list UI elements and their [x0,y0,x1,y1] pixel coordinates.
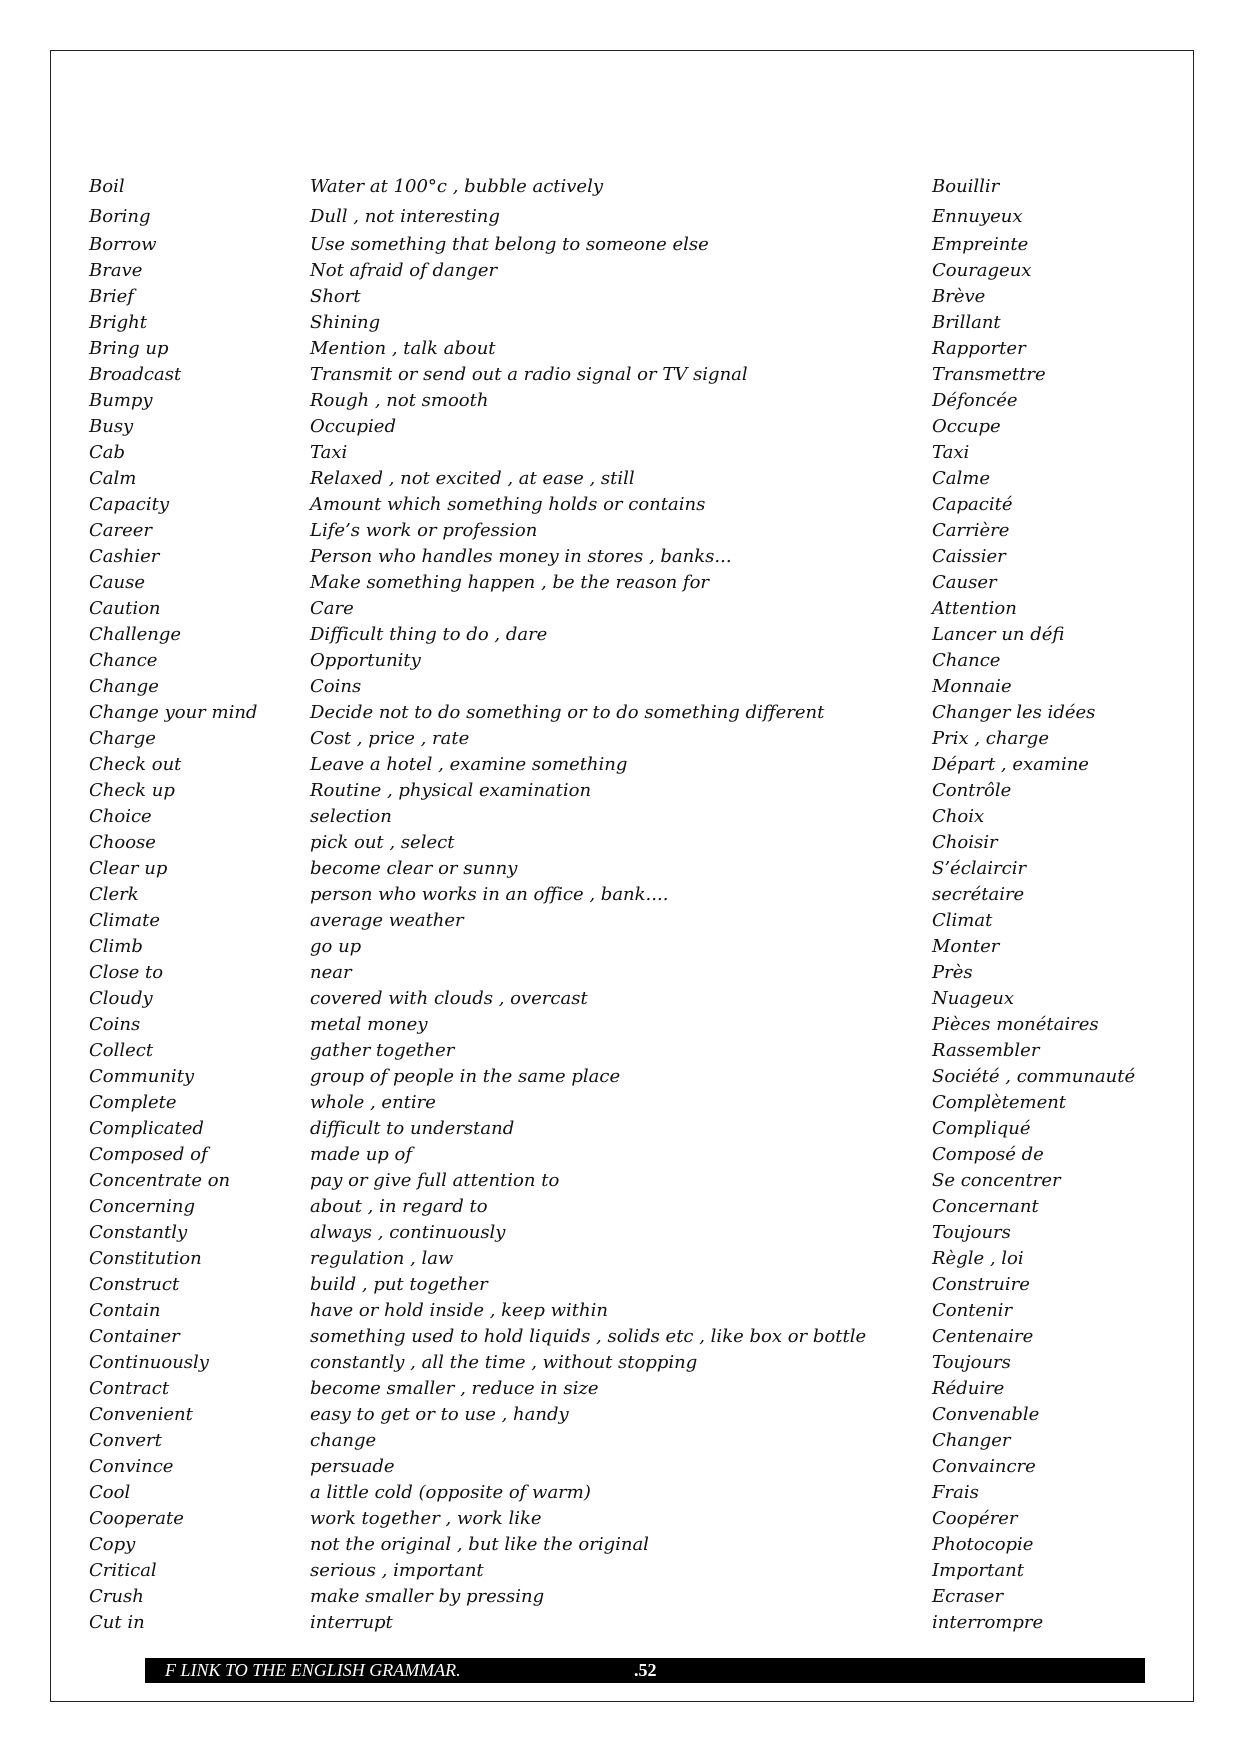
vocab-definition: easy to get or to use , handy [310,1404,569,1425]
vocab-word: Cashier [89,546,160,567]
vocab-row [89,1194,1149,1220]
vocab-row [89,674,1149,700]
vocab-french: Toujours [932,1352,1011,1373]
vocab-word: Climb [89,936,143,957]
vocab-word: Collect [89,1040,154,1061]
vocab-definition: go up [310,936,362,957]
vocab-definition: Not afraid of danger [310,260,498,281]
vocab-french: Empreinte [932,234,1029,255]
vocab-definition: person who works in an office , bank.... [310,884,669,905]
vocab-word: Change [89,676,159,697]
vocab-french: Changer les idées [932,702,1096,723]
vocab-word: Concerning [89,1196,196,1217]
vocab-definition: change [310,1430,377,1451]
vocab-french: Important [932,1560,1024,1581]
vocab-word: Constitution [89,1248,202,1269]
vocab-definition: something used to hold liquids , solids etc , like box or bottle [310,1326,867,1347]
vocab-row [89,596,1149,622]
vocab-definition: whole , entire [310,1092,436,1113]
vocab-french: Près [932,962,973,983]
vocab-french: Réduire [932,1378,1005,1399]
vocab-french: Compliqué [932,1118,1031,1139]
vocab-french: Bouillir [932,176,1000,197]
vocab-definition: Mention , talk about [310,338,496,359]
vocab-word: Convince [89,1456,174,1477]
vocab-french: Causer [932,572,997,593]
vocab-row [89,830,1149,856]
vocab-definition: Amount which something holds or contains [310,494,706,515]
vocab-row [89,518,1149,544]
vocab-row [89,648,1149,674]
vocab-french: Défoncée [932,390,1018,411]
vocab-definition: Taxi [310,442,348,463]
vocab-word: Change your mind [89,702,258,723]
vocab-french: Carrière [932,520,1010,541]
vocab-row [89,1428,1149,1454]
vocab-french: Choix [932,806,985,827]
vocab-french: Convenable [932,1404,1040,1425]
vocab-word: Constantly [89,1222,188,1243]
vocab-word: Brief [89,286,134,307]
vocab-definition: metal money [310,1014,428,1035]
vocab-definition: about , in regard to [310,1196,488,1217]
vocab-word: Busy [89,416,134,437]
vocab-definition: work together , work like [310,1508,542,1529]
vocab-row [89,1038,1149,1064]
vocab-word: Complicated [89,1118,204,1139]
vocab-definition: group of people in the same place [310,1066,621,1087]
vocab-row [89,1454,1149,1480]
vocab-row [89,414,1149,440]
vocab-word: Construct [89,1274,180,1295]
vocab-definition: Difficult thing to do , dare [310,624,548,645]
vocab-row [89,388,1149,414]
vocab-french: interrompre [932,1612,1044,1633]
vocab-definition: average weather [310,910,464,931]
vocabulary-table-body [89,172,1149,1636]
vocab-definition: difficult to understand [310,1118,515,1139]
vocab-row [89,1402,1149,1428]
vocab-row [89,778,1149,804]
vocab-word: Climate [89,910,160,931]
vocab-french: Transmettre [932,364,1046,385]
vocab-word: Challenge [89,624,182,645]
vocab-definition: selection [310,806,392,827]
vocab-french: Chance [932,650,1001,671]
vocab-row [89,232,1149,258]
vocab-row [89,310,1149,336]
vocab-word: Clear up [89,858,168,879]
vocab-french: Courageux [932,260,1032,281]
vocab-row [89,336,1149,362]
vocab-french: Construire [932,1274,1030,1295]
vocab-definition: Make something happen , be the reason for [310,572,710,593]
vocab-row [89,284,1149,310]
vocab-french: Contenir [932,1300,1013,1321]
vocab-french: Occupe [932,416,1001,437]
vocab-french: Société , communauté [932,1066,1136,1087]
vocab-word: Convenient [89,1404,193,1425]
vocab-row [89,1064,1149,1090]
vocab-definition: near [310,962,352,983]
vocab-row [89,1116,1149,1142]
vocab-definition: make smaller by pressing [310,1586,545,1607]
vocab-french: Photocopie [932,1534,1034,1555]
vocab-row [89,440,1149,466]
vocab-french: Prix , charge [932,728,1049,749]
vocab-word: Crush [89,1586,144,1607]
vocab-word: Boring [89,206,151,227]
vocab-french: Calme [932,468,990,489]
vocab-word: Container [89,1326,180,1347]
vocab-definition: serious , important [310,1560,484,1581]
vocab-row [89,1012,1149,1038]
vocab-word: Choice [89,806,152,827]
vocab-french: Ecraser [932,1586,1004,1607]
vocab-row [89,960,1149,986]
vocab-definition: interrupt [310,1612,393,1633]
vocab-row [89,908,1149,934]
vocab-row [89,700,1149,726]
vocab-french: Caissier [932,546,1006,567]
vocab-row [89,726,1149,752]
vocab-french: Rapporter [932,338,1026,359]
vocab-word: Calm [89,468,137,489]
vocab-definition: Care [310,598,354,619]
vocab-word: Concentrate on [89,1170,231,1191]
vocab-definition: a little cold (opposite of warm) [310,1482,591,1503]
vocab-word: Capacity [89,494,169,515]
vocab-row [89,202,1149,232]
vocab-row [89,1272,1149,1298]
vocab-french: Contrôle [932,780,1012,801]
vocab-word: Broadcast [89,364,182,385]
vocab-row [89,1506,1149,1532]
vocab-french: Toujours [932,1222,1011,1243]
vocab-definition: have or hold inside , keep within [310,1300,608,1321]
vocab-french: Attention [932,598,1017,619]
vocab-definition: constantly , all the time , without stopping [310,1352,698,1373]
vocab-word: Cooperate [89,1508,184,1529]
vocab-word: Bright [89,312,147,333]
vocab-french: Brève [932,286,986,307]
vocab-french: Départ , examine [932,754,1089,775]
vocab-french: Monter [932,936,1000,957]
footer-title: F LINK TO THE ENGLISH GRAMMAR. [165,1660,461,1680]
vocab-word: Cab [89,442,126,463]
vocab-row [89,986,1149,1012]
vocab-definition: gather together [310,1040,455,1061]
vocab-definition: Decide not to do something or to do something different [310,702,825,723]
vocab-word: Cause [89,572,145,593]
vocab-word: Cool [89,1482,131,1503]
vocab-word: Continuously [89,1352,209,1373]
vocab-definition: Coins [310,676,362,697]
vocabulary-table [89,172,1149,1636]
vocab-row [89,1584,1149,1610]
vocab-french: Frais [932,1482,979,1503]
vocab-word: Contain [89,1300,161,1321]
vocab-row [89,1480,1149,1506]
vocab-definition: Relaxed , not excited , at ease , still [310,468,635,489]
vocab-definition: pick out , select [310,832,455,853]
vocab-french: S’éclaircir [932,858,1027,879]
vocab-word: Close to [89,962,164,983]
vocab-row [89,570,1149,596]
vocab-french: Brillant [932,312,1001,333]
vocab-row [89,1324,1149,1350]
vocab-definition: Shining [310,312,381,333]
vocab-definition: Short [310,286,361,307]
vocab-word: Cut in [89,1612,145,1633]
vocab-french: Nuageux [932,988,1014,1009]
vocab-word: Brave [89,260,143,281]
vocab-row [89,1090,1149,1116]
vocab-word: Copy [89,1534,136,1555]
vocab-row [89,362,1149,388]
vocab-french: Choisir [932,832,998,853]
vocab-row [89,1246,1149,1272]
vocab-definition: become smaller , reduce in size [310,1378,599,1399]
vocab-french: Rassembler [932,1040,1040,1061]
vocab-french: Concernant [932,1196,1039,1217]
vocab-french: Complètement [932,1092,1067,1113]
vocab-row [89,1532,1149,1558]
vocab-row [89,492,1149,518]
vocab-french: Centenaire [932,1326,1034,1347]
vocab-definition: Dull , not interesting [310,206,500,227]
vocab-definition: Person who handles money in stores , banks... [310,546,732,567]
vocab-definition: regulation , law [310,1248,454,1269]
vocab-definition: persuade [310,1456,395,1477]
vocab-french: Changer [932,1430,1011,1451]
vocab-french: Pièces monétaires [932,1014,1099,1035]
vocab-word: Composed of [89,1144,208,1165]
vocab-french: Règle , loi [932,1248,1024,1269]
vocab-row [89,1220,1149,1246]
vocab-french: Se concentrer [932,1170,1061,1191]
vocab-definition: covered with clouds , overcast [310,988,588,1009]
vocab-row [89,1168,1149,1194]
vocab-word: Choose [89,832,156,853]
vocab-french: Ennuyeux [932,206,1023,227]
vocab-word: Contract [89,1378,170,1399]
vocab-french: Monnaie [932,676,1012,697]
vocab-definition: Rough , not smooth [310,390,489,411]
vocab-word: Career [89,520,153,541]
vocab-word: Cloudy [89,988,153,1009]
vocab-word: Bumpy [89,390,153,411]
vocab-row [89,466,1149,492]
vocab-definition: build , put together [310,1274,488,1295]
vocab-row [89,544,1149,570]
vocab-french: Capacité [932,494,1013,515]
vocab-word: Check out [89,754,182,775]
vocab-row [89,856,1149,882]
vocab-definition: Use something that belong to someone else [310,234,709,255]
vocab-definition: become clear or sunny [310,858,518,879]
vocab-word: Bring up [89,338,169,359]
vocab-french: Coopérer [932,1508,1018,1529]
vocab-definition: Cost , price , rate [310,728,470,749]
footer-bar [145,1658,1145,1683]
vocab-definition: Opportunity [310,650,421,671]
vocab-word: Critical [89,1560,157,1581]
vocab-definition: Occupied [310,416,396,437]
vocab-word: Community [89,1066,195,1087]
vocab-row [89,258,1149,284]
page-number: .52 [634,1660,657,1680]
vocab-row [89,622,1149,648]
vocab-row [89,1558,1149,1584]
vocab-definition: always , continuously [310,1222,506,1243]
vocab-row [89,1376,1149,1402]
vocab-row [89,1298,1149,1324]
vocab-definition: pay or give full attention to [310,1170,560,1191]
vocab-definition: Life’s work or profession [310,520,538,541]
vocab-row [89,172,1149,202]
vocab-word: Clerk [89,884,139,905]
vocab-row [89,752,1149,778]
vocab-word: Check up [89,780,175,801]
vocab-french: Composé de [932,1144,1044,1165]
vocab-definition: made up of [310,1144,413,1165]
vocab-french: Convaincre [932,1456,1036,1477]
vocab-word: Chance [89,650,158,671]
vocab-definition: Leave a hotel , examine something [310,754,628,775]
vocab-word: Caution [89,598,161,619]
vocab-definition: Routine , physical examination [310,780,592,801]
vocab-french: Taxi [932,442,970,463]
vocab-word: Complete [89,1092,177,1113]
vocab-row [89,934,1149,960]
vocab-row [89,1610,1149,1636]
vocab-french: Lancer un défi [932,624,1065,645]
vocab-word: Coins [89,1014,141,1035]
vocab-word: Charge [89,728,156,749]
vocab-french: secrétaire [932,884,1025,905]
vocab-definition: not the original , but like the original [310,1534,649,1555]
vocab-definition: Water at 100°c , bubble actively [310,176,604,197]
vocab-row [89,882,1149,908]
vocab-row [89,804,1149,830]
vocab-row [89,1350,1149,1376]
vocab-definition: Transmit or send out a radio signal or TV signal [310,364,748,385]
vocab-word: Boil [89,176,125,197]
vocab-word: Convert [89,1430,162,1451]
vocab-row [89,1142,1149,1168]
vocab-french: Climat [932,910,993,931]
vocab-word: Borrow [89,234,157,255]
